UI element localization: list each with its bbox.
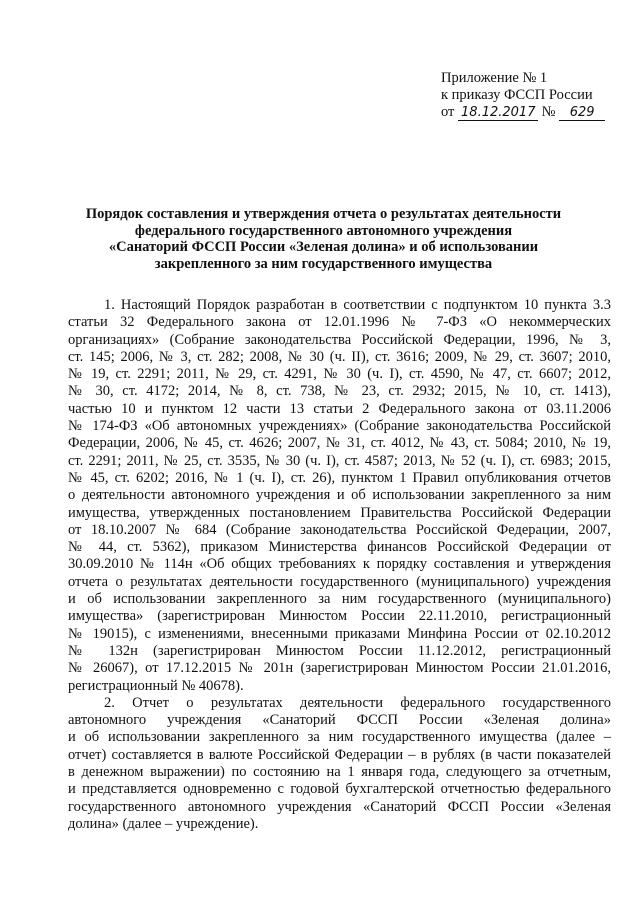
paragraph-line: имущества, утвержденных постановлением Правительства Российской Федерации: [68, 504, 611, 521]
paragraph-line: ст. 2291; 2011, № 25, ст. 3535, № 30 (ч. I), ст. 4587; 2013, № 52 (ч. I), ст. 6983; 2015,: [68, 452, 611, 469]
paragraph-line: и об использовании закрепленного за ним государственного имущества (далее –: [68, 729, 611, 746]
paragraph-line: и представляется одновременно с годовой бухгалтерской отчетностью федерального: [68, 781, 611, 798]
document-body: [68, 297, 611, 833]
paragraph-line: статьи 32 Федерального закона от 12.01.1996 № 7-ФЗ «О некоммерческих: [68, 314, 611, 331]
paragraph-line: частью 10 и пунктом 12 части 13 статьи 2 Федерального закона от 03.11.2006: [68, 400, 611, 417]
handwritten-date: 18.12.2017: [458, 106, 538, 121]
title-line: Порядок составления и утверждения отчета о результатах деятельности: [85, 206, 562, 222]
appendix-date-line: [441, 104, 621, 121]
paragraph-line: № 132н (зарегистрирован Минюстом России 11.12.2012, регистрационный: [68, 642, 611, 659]
paragraph-line: от 18.10.2007 № 684 (Собрание законодательства Российской Федерации, 2007,: [68, 521, 611, 538]
appendix-order-ref: к приказу ФССП России: [441, 87, 593, 103]
paragraph-line: 30.09.2010 № 114н «Об общих требованиях к порядку составления и утверждения: [68, 556, 611, 573]
paragraph-line: и об использовании закрепленного за ним государственного (муниципального): [68, 591, 611, 608]
paragraph-line: отчет) составляется в валюте Российской Федерации – в рублях (в части показателей: [68, 746, 611, 763]
appendix-number-label: №: [541, 104, 556, 120]
paragraph-line: № 45, ст. 6202; 2016, № 1 (ч. I), ст. 26), пунктом 1 Правил опубликования отчетов: [68, 469, 611, 486]
paragraph-line: организациях» (Собрание законодательства Российской Федерации, 1996, № 3,: [68, 331, 611, 348]
title-line: «Санаторий ФССП России «Зеленая долина» и об использовании: [108, 239, 539, 255]
paragraph-line: в денежном выражении) по состоянию на 1 января года, следующего за отчетным,: [68, 764, 611, 781]
paragraph-1: [68, 297, 611, 695]
appendix-block: [441, 70, 621, 121]
paragraph-line: автономного учреждения «Санаторий ФССП России «Зеленая долина»: [68, 712, 611, 729]
title-line: федерального государственного автономного учреждения: [134, 222, 513, 239]
paragraph-line: долина» (далее – учреждение).: [68, 815, 259, 832]
paragraph-line: № 19015), с изменениями, внесенными приказами Минфина России от 02.10.2012: [68, 625, 611, 642]
appendix-title: Приложение № 1: [441, 70, 548, 86]
document-title: [60, 206, 587, 272]
paragraph-line: № 19, ст. 2291; 2011, № 29, ст. 4291, № 30 (ч. I), ст. 4590, № 47, ст. 6607; 2012,: [68, 366, 611, 383]
handwritten-number: 629: [559, 106, 605, 121]
paragraph-line: регистрационный № 40678).: [68, 677, 244, 694]
paragraph-line: ст. 145; 2006, № 3, ст. 282; 2008, № 30 (ч. II), ст. 3616; 2009, № 29, ст. 3607; 2010,: [68, 348, 611, 365]
paragraph-line: № 30, ст. 4172; 2014, № 8, ст. 738, № 23, ст. 2932; 2015, № 10, ст. 1413),: [68, 383, 611, 400]
paragraph-line: о деятельности автономного учреждения и об использовании закрепленного за ним: [68, 487, 611, 504]
title-line: закрепленного за ним государственного имущества: [154, 255, 493, 272]
paragraph-line: № 44, ст. 5362), приказом Министерства финансов Российской Федерации от: [68, 539, 611, 556]
paragraph-line: Федерации, 2006, № 45, ст. 4626; 2007, № 31, ст. 4012, № 43, ст. 5084; 2010, № 19,: [68, 435, 611, 452]
paragraph-line: государственного автономного учреждения «Санаторий ФССП России «Зеленая: [68, 798, 611, 815]
paragraph-line: отчета о результатах деятельности государственного (муниципального) учреждения: [68, 573, 611, 590]
paragraph-2: [68, 695, 611, 833]
paragraph-line: 1. Настоящий Порядок разработан в соответствии с подпунктом 10 пункта 3.3: [104, 297, 611, 313]
paragraph-line: имущества» (зарегистрирован Минюстом России 22.11.2010, регистрационный: [68, 608, 611, 625]
paragraph-line: № 26067), от 17.12.2015 № 201н (зарегистрирован Минюстом России 21.01.2016,: [68, 660, 611, 677]
paragraph-line: № 174-ФЗ «Об автономных учреждениях» (Собрание законодательства Российской: [68, 418, 611, 435]
paragraph-line: 2. Отчет о результатах деятельности федерального государственного: [104, 694, 611, 711]
appendix-from-label: от: [441, 104, 455, 120]
